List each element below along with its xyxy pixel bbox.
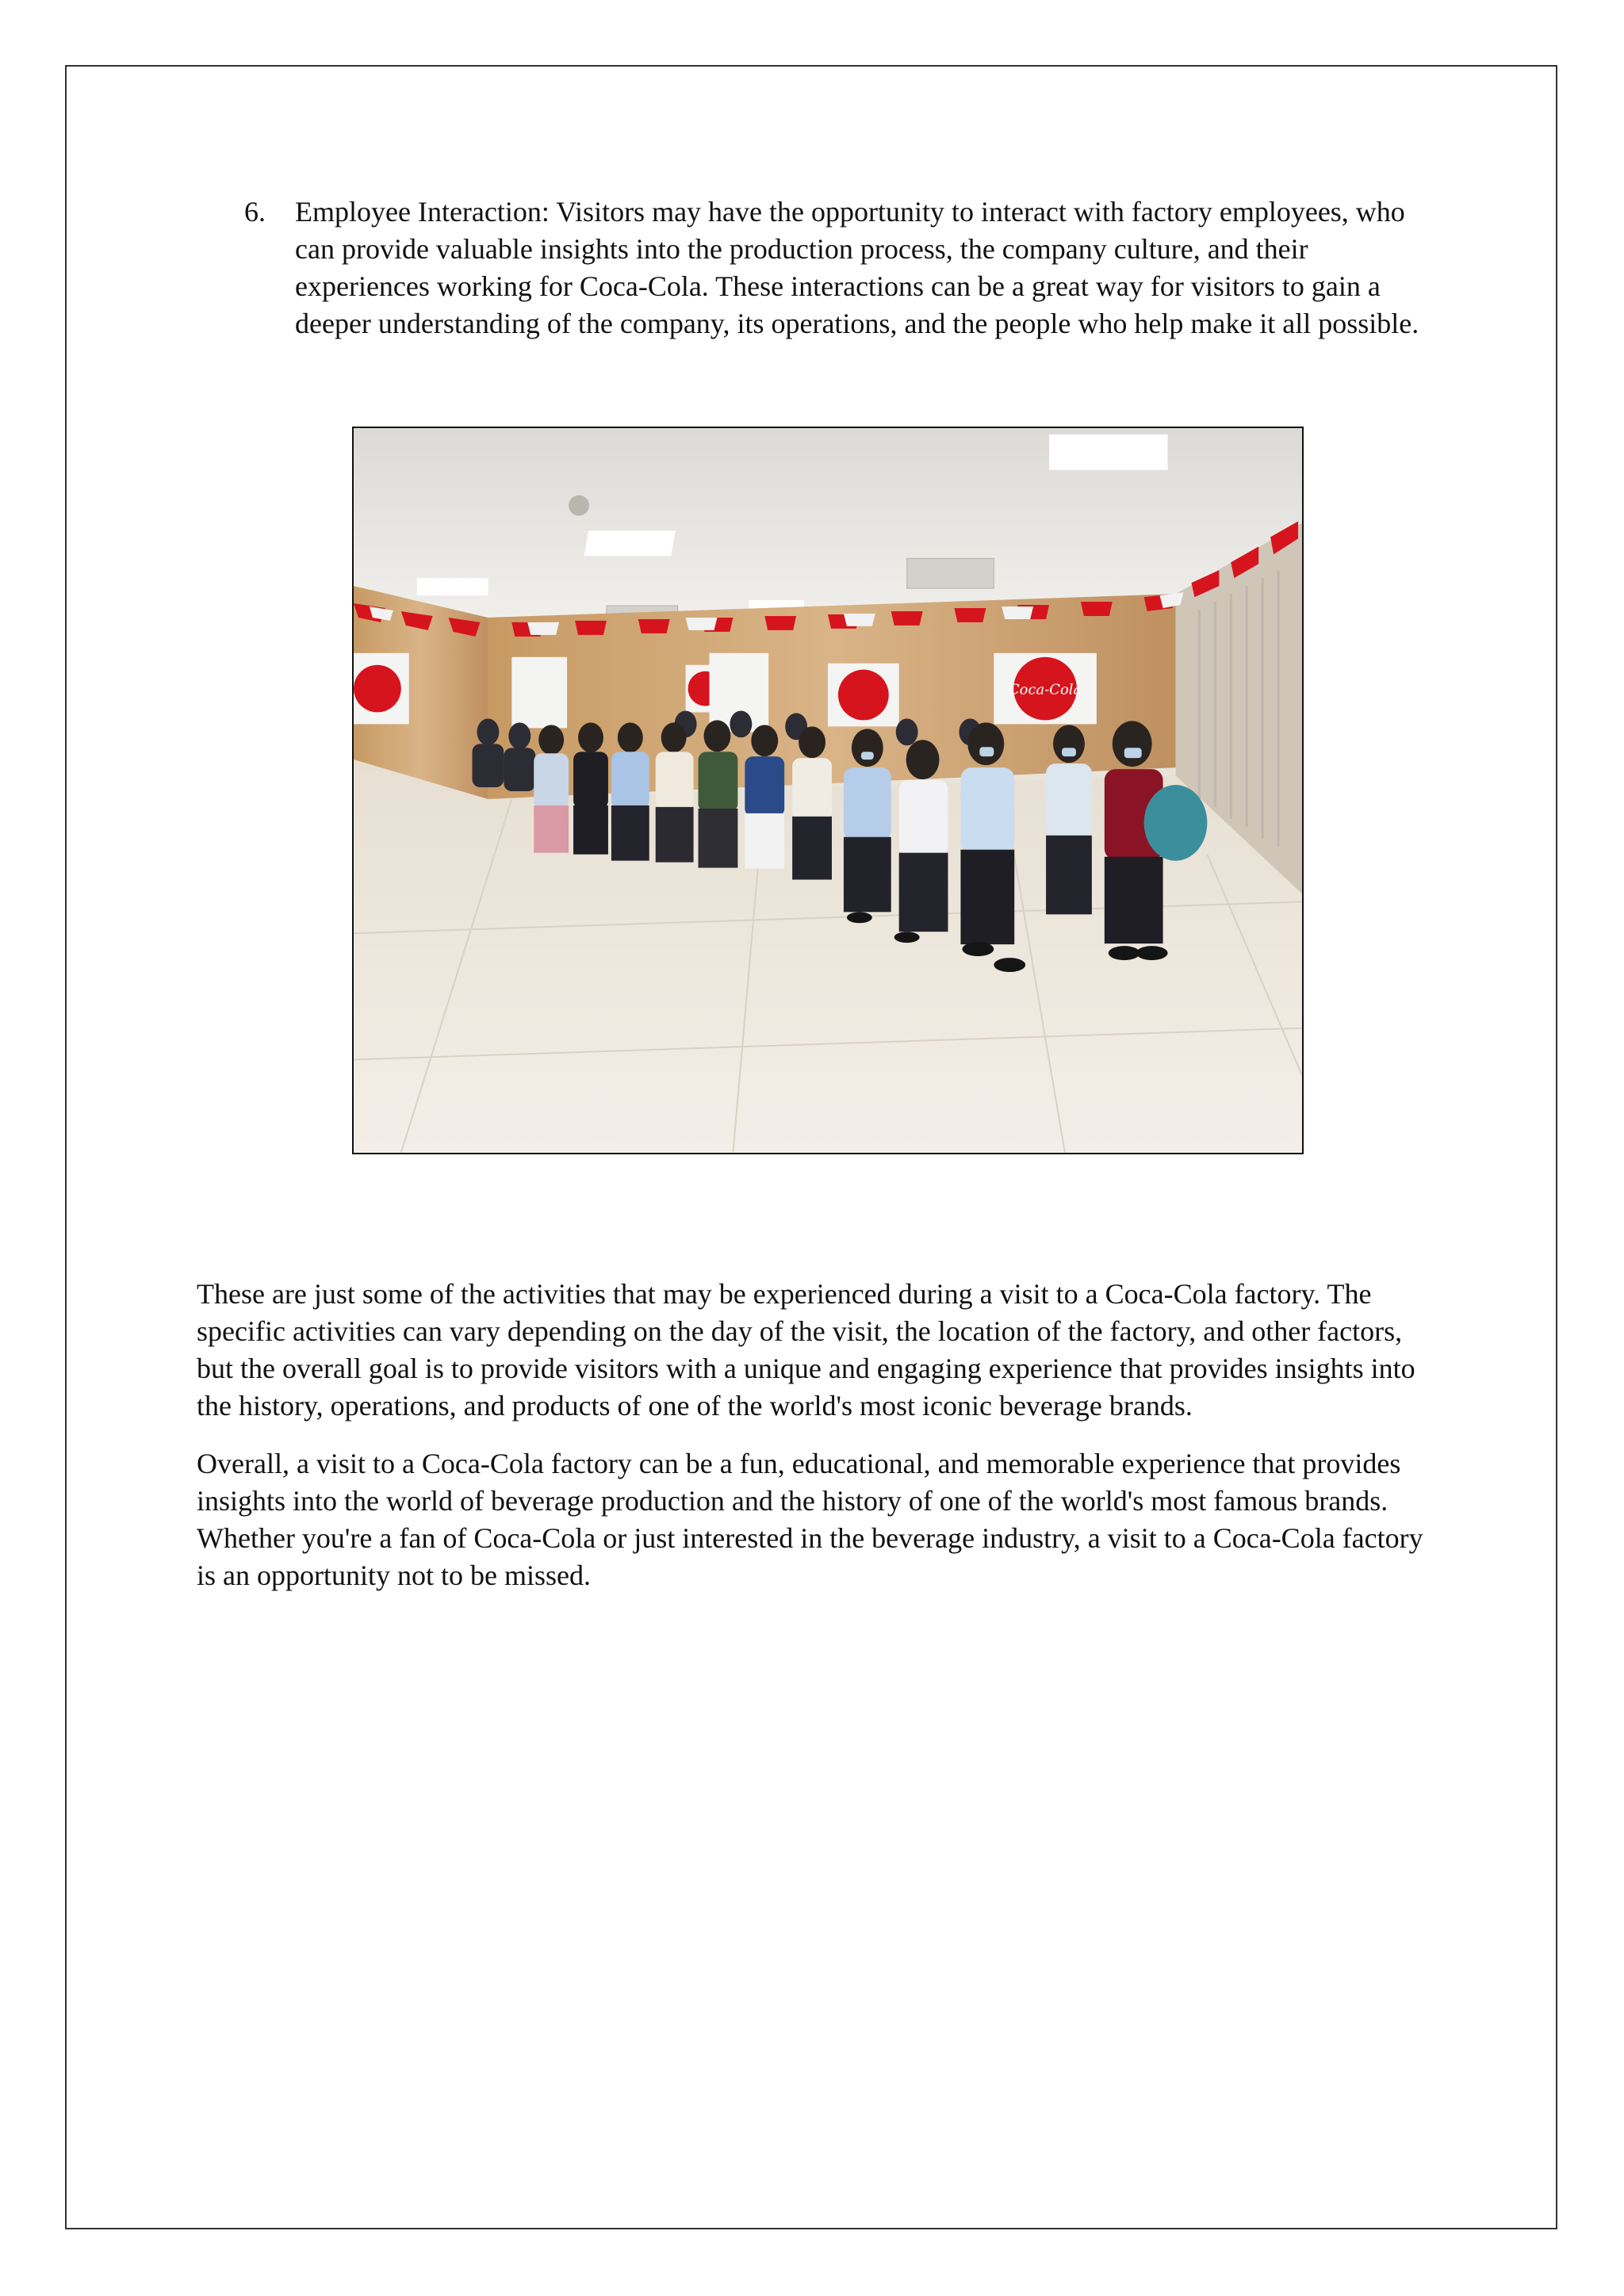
factory-visit-photo [352,427,1304,1154]
list-item-text: Employee Interaction: Visitors may have the opportunity to interact with factory employees, who can provide valuable insights into the production process, the company culture, and their experiences working for Coca-Cola. These interactions can be a great way for visitors to gain a deeper understanding of the company, its operations, and the people who help make it all possible. [295,196,1419,339]
coca-cola-logo-text: Coca-Cola [1008,681,1082,698]
list-number: 6. [244,196,266,228]
group-seated-photo [354,428,1302,1153]
paragraph-overall: Overall, a visit to a Coca-Cola factory can be a fun, educational, and memorable experience that provides insights into the world of beverage production and the history of one of the world's most famous brands. Whether you're a fan of Coca-Cola or just interested in the beverage industry, a visit to a Coca-Cola factory is an opportunity not to be missed. [197,1448,1423,1591]
paragraph-activities: These are just some of the activities that may be experienced during a visit to a Coca-Cola factory. The specific activities can vary depending on the day of the visit, the location of the factory, and other factors, but the overall goal is to provide visitors with a unique and engaging experience that provides insights into the history, operations, and products of one of the world's most iconic beverage brands. [197,1278,1415,1422]
